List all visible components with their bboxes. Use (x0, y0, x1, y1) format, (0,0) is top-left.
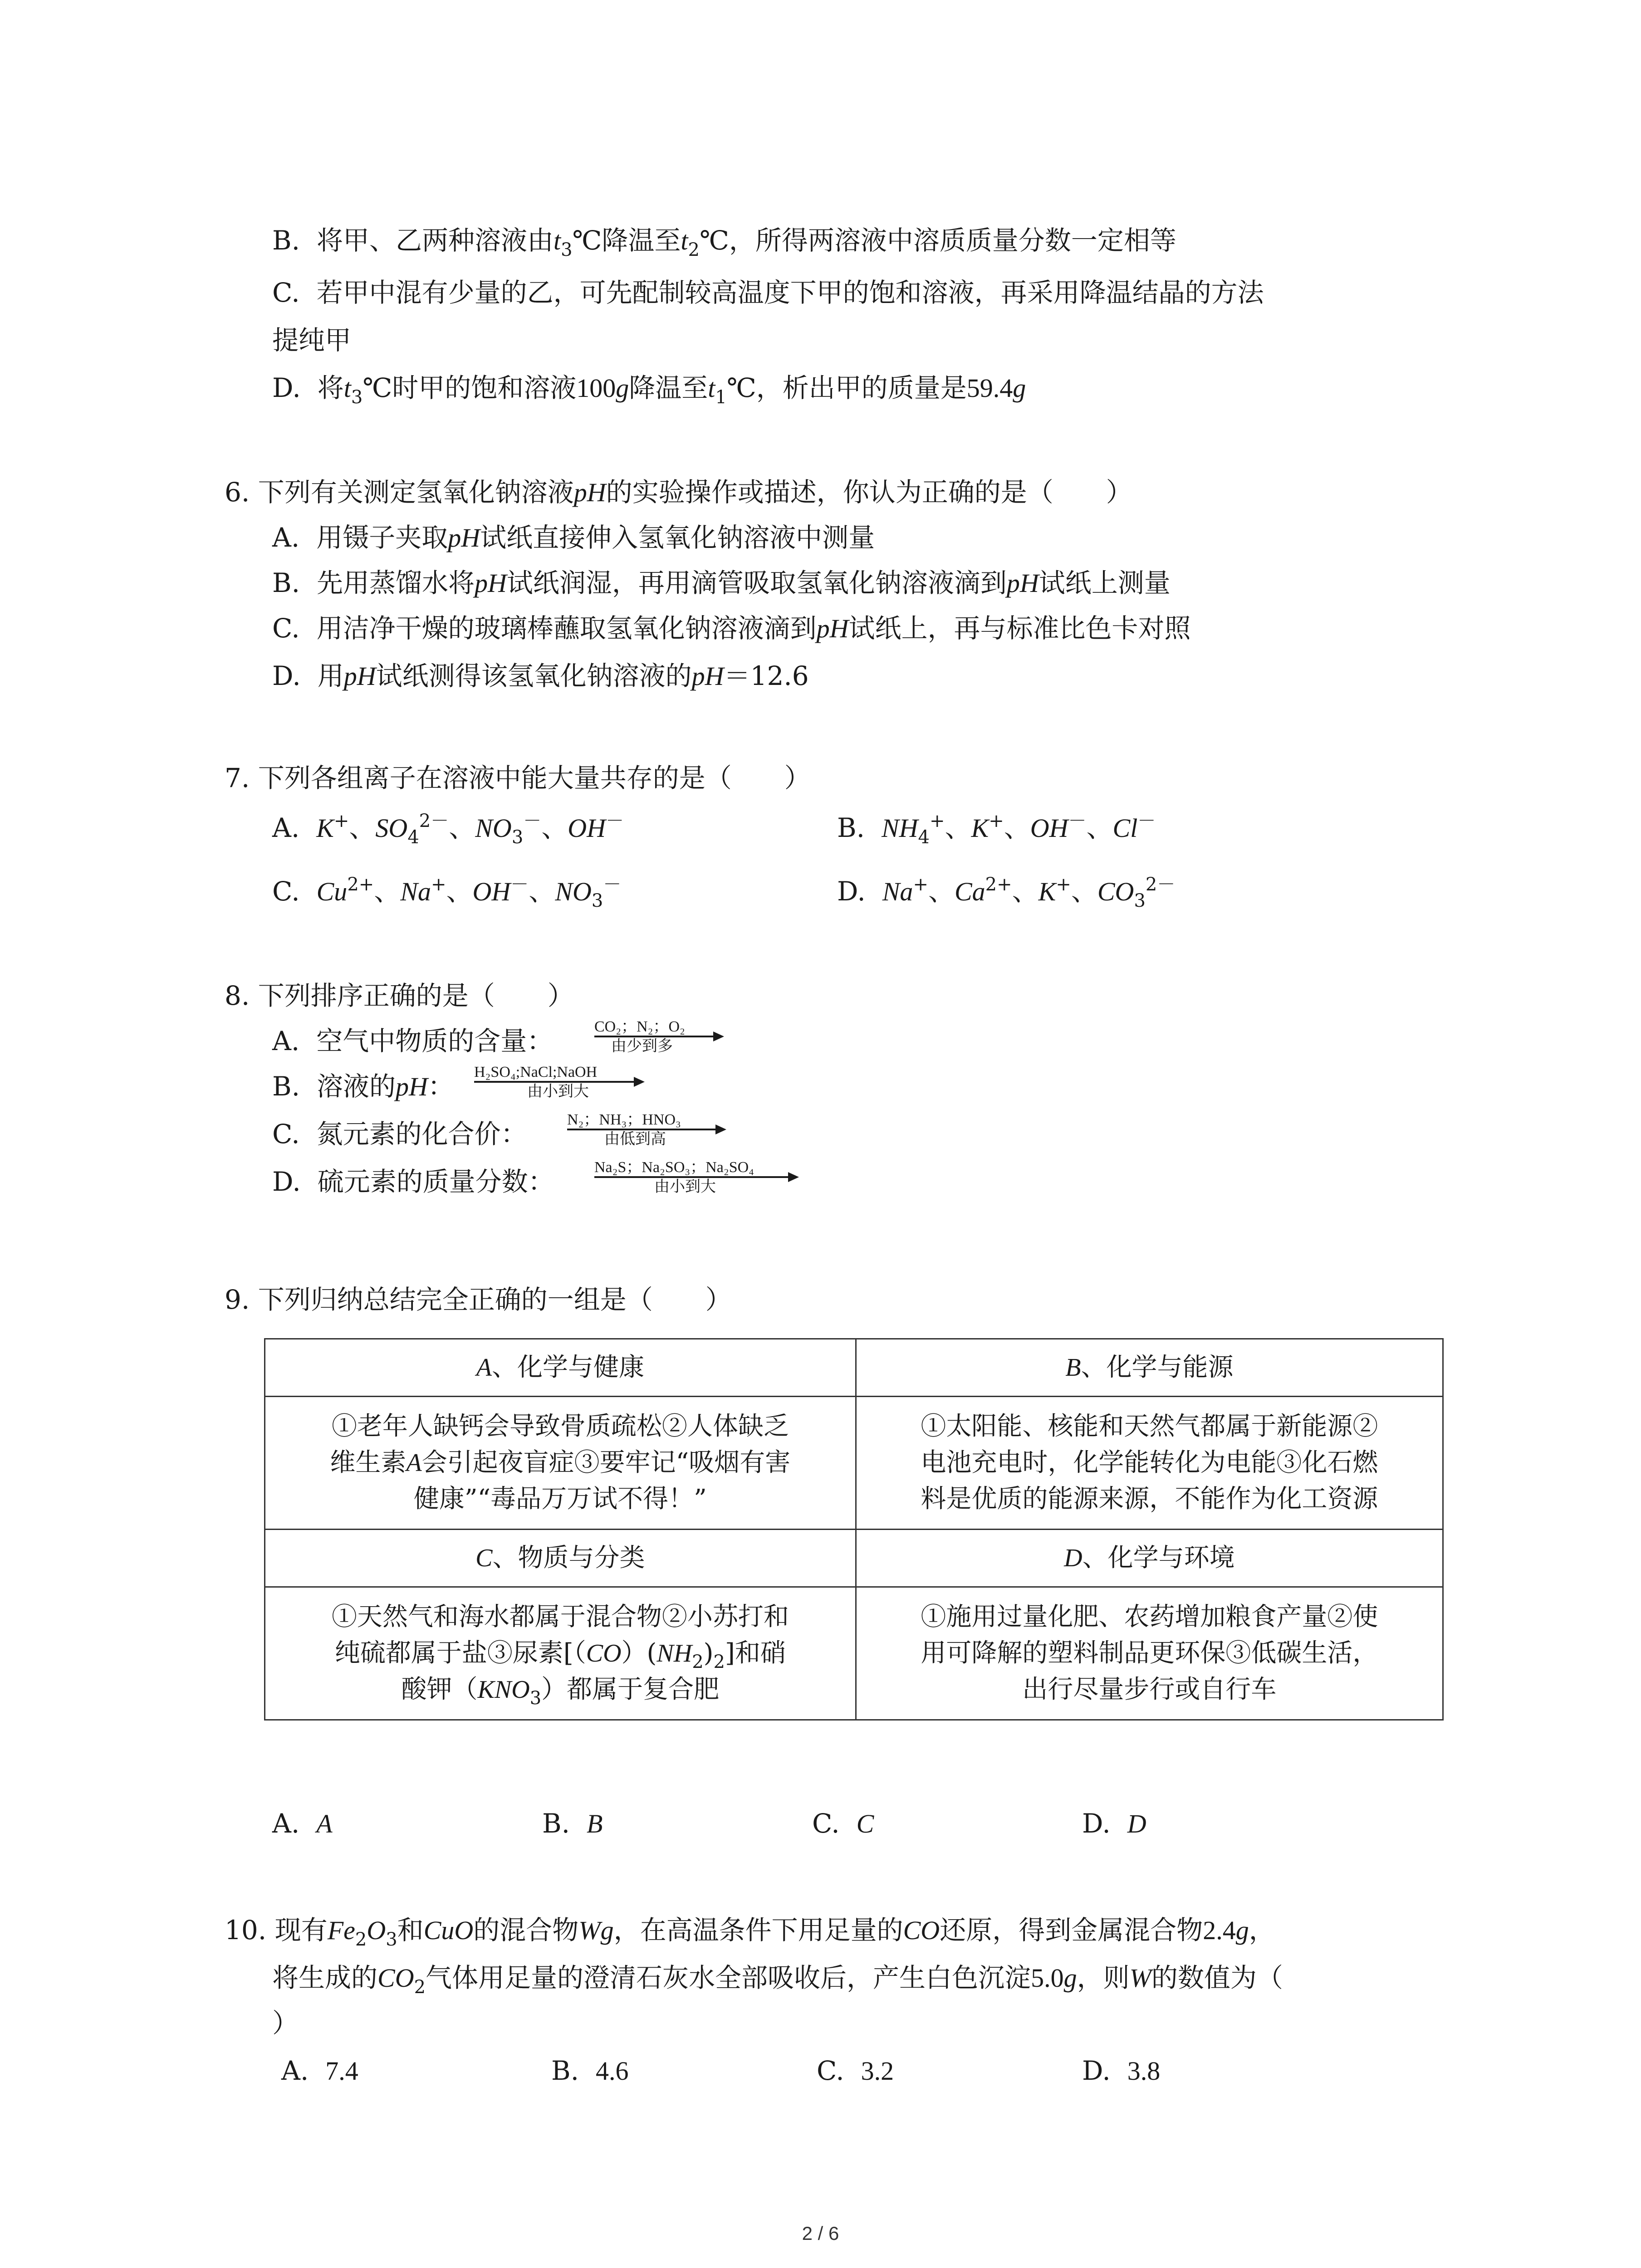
q10-option-d: D. 3.8 (1082, 2055, 1161, 2086)
q5-option-c: C. 若甲中混有少量的乙，可先配制较高温度下甲的饱和溶液，再采用降温结晶的方法 (272, 277, 1264, 308)
q8-option-d: D. 硫元素的质量分数： (272, 1166, 554, 1197)
q8-c-arrow-top: N₂；NH₃；HNO₃ (567, 1111, 681, 1128)
q9-cell-d: ①施用过量化肥、农药增加粮食产量②使 用可降解的塑料制品更环保③低碳生活， 出行尽量步行或自行车 (856, 1587, 1443, 1720)
q9-cell-a: ①老年人缺钙会导致骨质疏松②人体缺乏 维生素A会引起夜盲症③要牢记“吸烟有害 健康”“毒品万万试不得！” (265, 1397, 856, 1530)
q9-cell-b: ①太阳能、核能和天然气都属于新能源② 电池充电时，化学能转化为电能③化石燃 料是优质的能源来源，不能作为化工资源 (856, 1397, 1443, 1530)
q10-stem-line2: 将生成的$CO_2$气体用足量的澄清石灰水全部吸收后，产生白色沉淀5.0g，则W的数值为（ (272, 1962, 1283, 1998)
q6-option-b: B. 先用蒸馏水将pH试纸润湿，再用滴管吸取氢氧化钠溶液滴到pH试纸上测量 (272, 567, 1171, 598)
q9-cell-c: ①天然气和海水都属于混合物②小苏打和 纯硫都属于盐③尿素$[(CO)(NH_2)_2]$和硝 酸钾$(KNO_3)$都属于复合肥 (265, 1587, 856, 1720)
q7-option-a: A. K+、$SO_4^{2-}$、$NO_3^-$、OH－ (272, 811, 624, 848)
q10-stem-line3: ） (272, 2008, 299, 2038)
q9-table (264, 1338, 1444, 1721)
q8-option-a: A. 空气中物质的含量： (272, 1026, 554, 1056)
q9-header-a: A、化学与健康 (265, 1339, 856, 1397)
q8-b-arrow (474, 1064, 642, 1100)
q9-header-d: D、化学与环境 (856, 1530, 1443, 1587)
q8-a-arrow-bottom: 由少到多 (611, 1037, 673, 1055)
q5-option-d: D. 将$t_3℃$时甲的饱和溶液100g降温至$t_1℃$，析出甲的质量是59.4g (272, 372, 1026, 408)
q8-a-arrow (594, 1018, 721, 1055)
q7-option-b: B. $NH_4^+$、K+、OH－、Cl－ (837, 811, 1156, 848)
q7-option-c: C. $Cu^{2+}$、Na+、OH－、$NO_3^-$ (272, 874, 622, 911)
q5-option-c-cont: 提纯甲 (272, 325, 352, 356)
q9-option-c: C. C (812, 1808, 874, 1839)
q8-d-arrow (594, 1159, 796, 1195)
q8-c-arrow (567, 1111, 724, 1148)
q10-option-c: C. 3.2 (817, 2055, 894, 2086)
q7-stem: 7. 下列各组离子在溶液中能大量共存的是（ ） (225, 763, 811, 793)
q7-option-d: D. Na+、$Ca^{2+}$、K+、$CO_3^{2-}$ (837, 874, 1176, 911)
q8-option-b: B. 溶液的pH： (272, 1071, 454, 1102)
q8-b-arrow-top: H₂SO₄;NaCl;NaOH (474, 1064, 598, 1080)
q6-option-a: A. 用镊子夹取pH试纸直接伸入氢氧化钠溶液中测量 (272, 522, 875, 553)
q9-option-a: A. A (272, 1808, 333, 1839)
q8-c-arrow-bottom: 由低到高 (604, 1130, 666, 1148)
q10-option-b: B. 4.6 (551, 2055, 629, 2086)
q9-option-d: D. D (1082, 1808, 1146, 1839)
q8-a-arrow-top: CO₂；N₂；O₂ (594, 1018, 685, 1035)
q6-option-d: D. 用pH试纸测得该氢氧化钠溶液的pH＝12.6 (272, 660, 809, 691)
page-number: 2 / 6 (802, 2223, 839, 2244)
q10-option-a: A. 7.4 (281, 2055, 358, 2086)
q9-header-c: C、物质与分类 (265, 1530, 856, 1587)
q8-b-arrow-bottom: 由小到大 (527, 1082, 589, 1100)
q9-option-b: B. B (542, 1808, 603, 1839)
q8-option-c: C. 氮元素的化合价： (272, 1119, 527, 1149)
q6-stem: 6. 下列有关测定氢氧化钠溶液pH的实验操作或描述，你认为正确的是（ ） (225, 477, 1132, 508)
q5-option-b: B. 将甲、乙两种溶液由$t_3℃$降温至$t_2℃$，所得两溶液中溶质质量分数一定相等 (272, 225, 1176, 260)
q6-option-c: C. 用洁净干燥的玻璃棒蘸取氢氧化钠溶液滴到pH试纸上，再与标准比色卡对照 (272, 613, 1191, 644)
q9-stem: 9. 下列归纳总结完全正确的一组是（ ） (225, 1284, 732, 1315)
q8-d-arrow-bottom: 由小到大 (654, 1178, 716, 1196)
q8-stem: 8. 下列排序正确的是（ ） (225, 980, 574, 1011)
q10-stem-line1: 10. 现有$Fe_2O_3$和CuO的混合物Wg，在高温条件下用足量的CO还原，得到金属混合物2.4g， (225, 1915, 1275, 1950)
q8-d-arrow-top: Na₂S；Na₂SO₃；Na₂SO₄ (594, 1159, 754, 1176)
q9-header-b: B、化学与能源 (856, 1339, 1443, 1397)
